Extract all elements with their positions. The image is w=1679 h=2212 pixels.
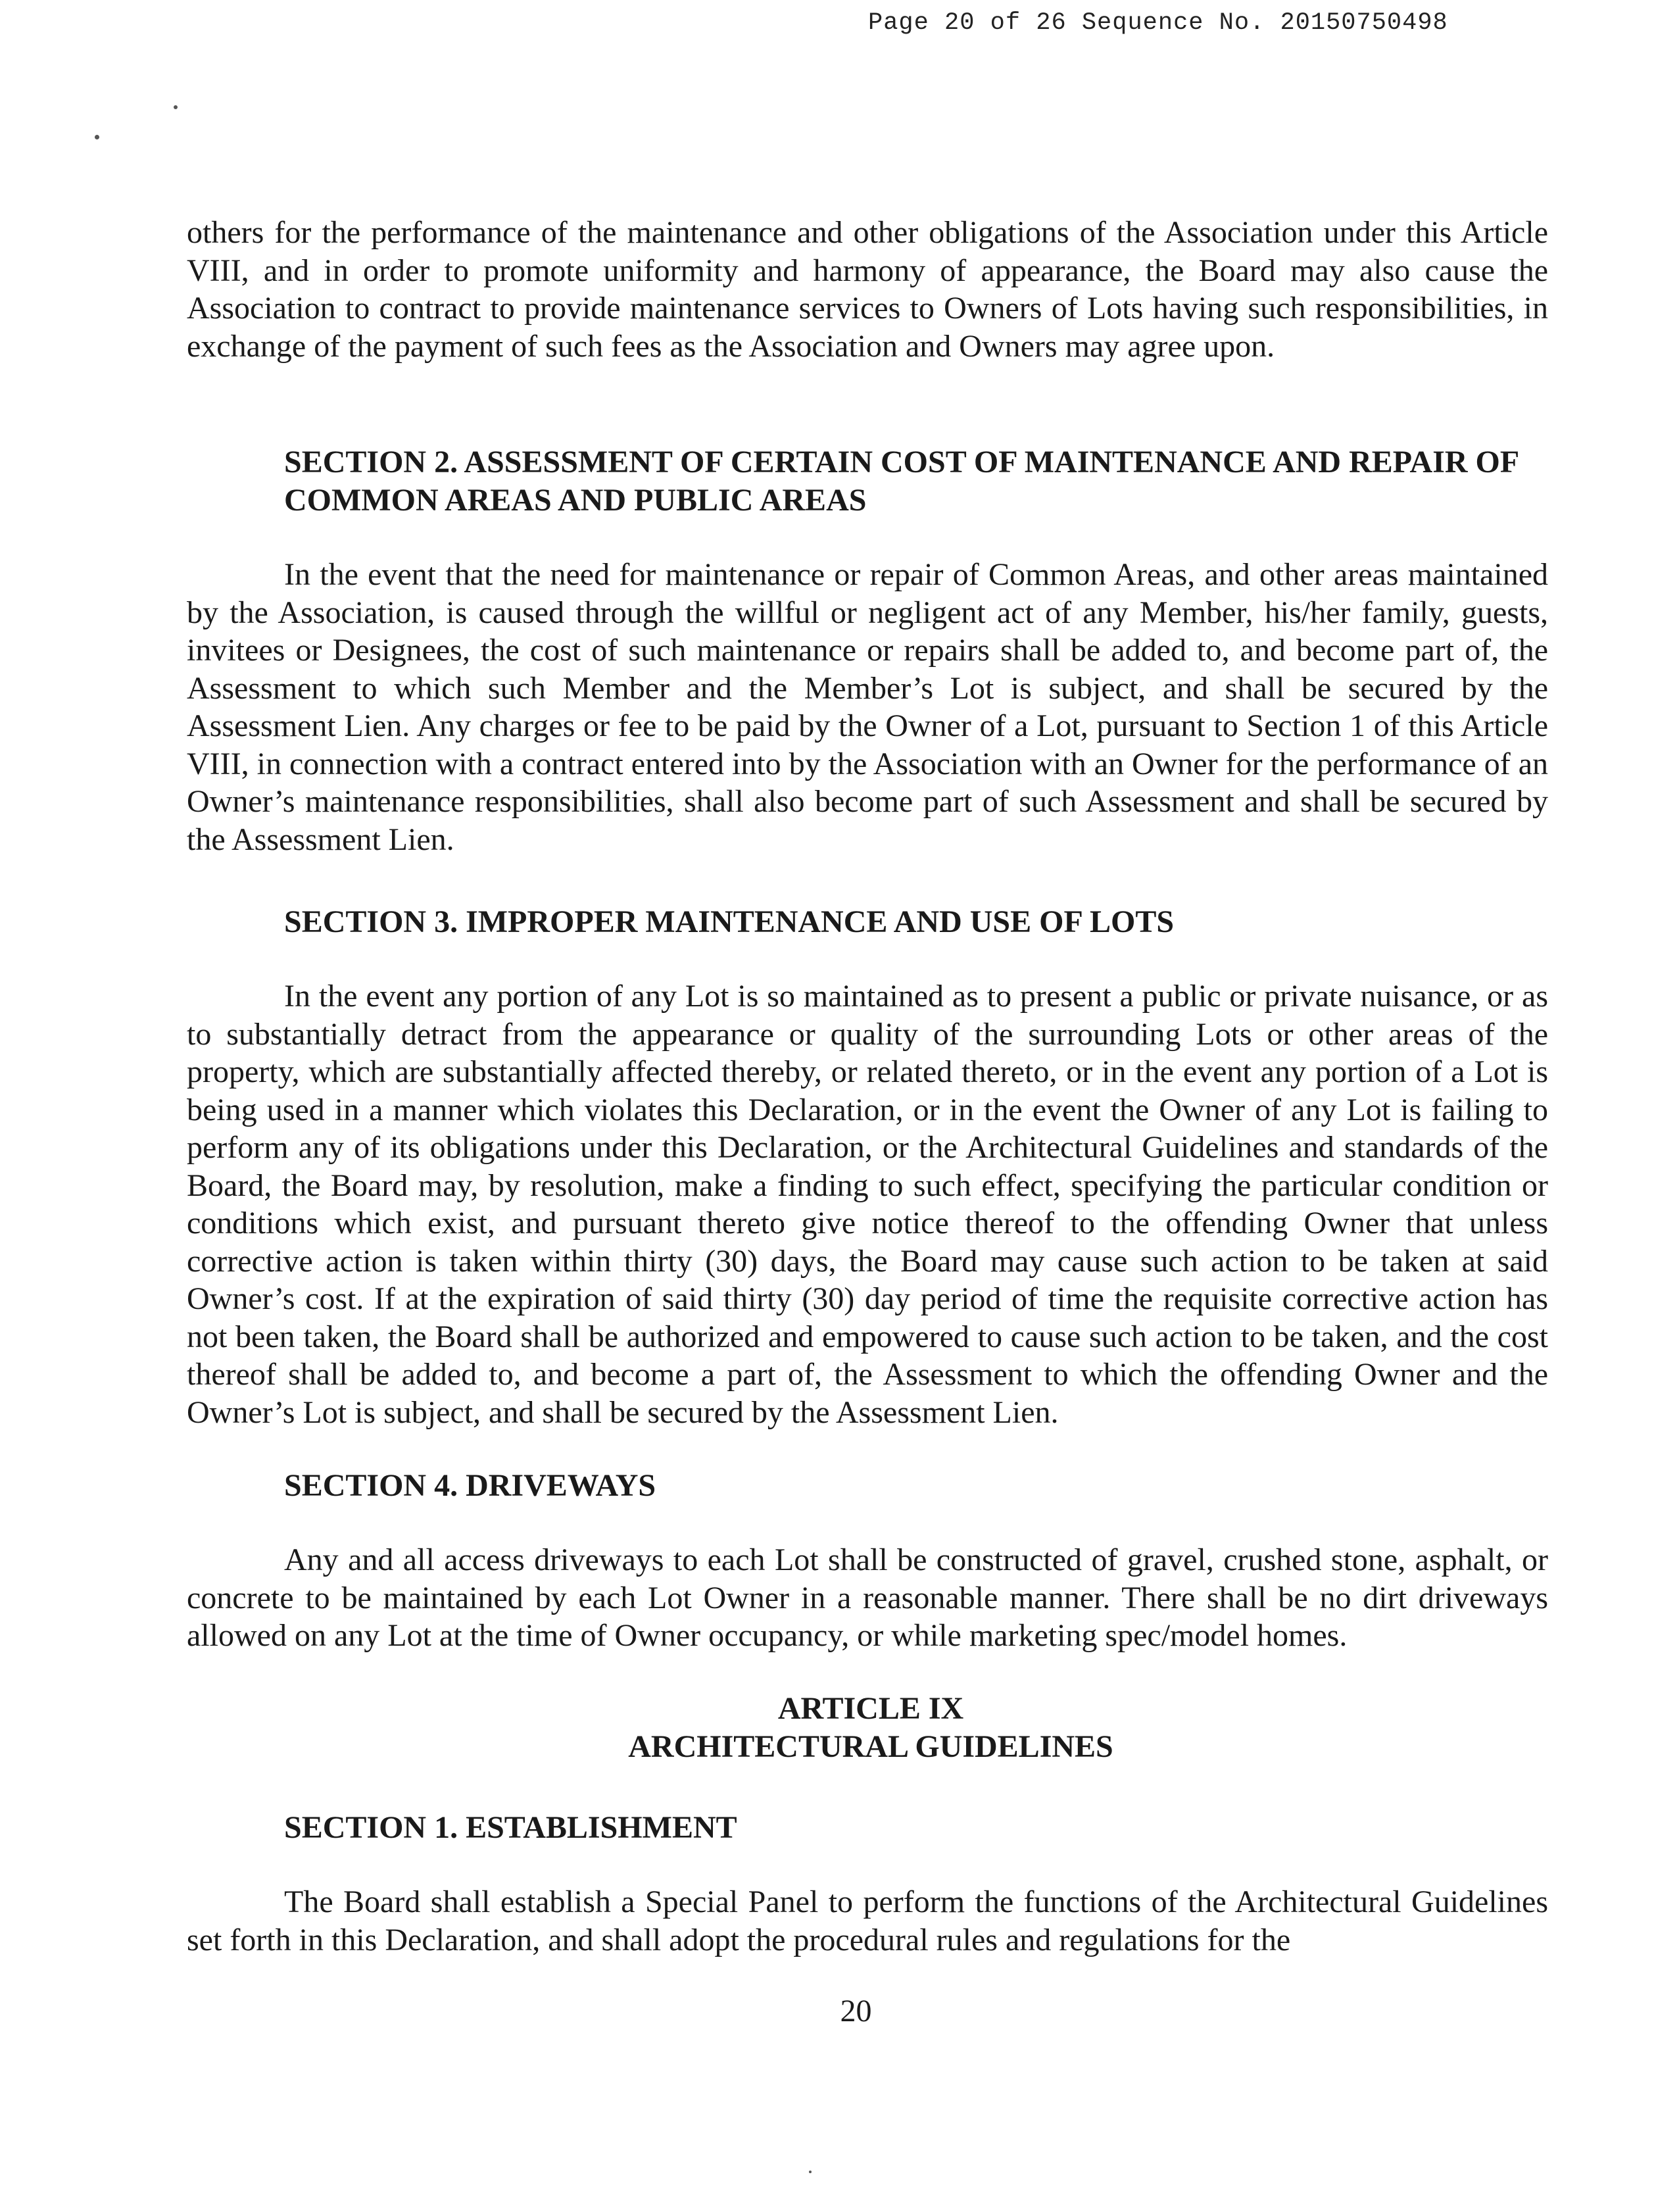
article-title: ARCHITECTURAL GUIDELINES bbox=[628, 1729, 1113, 1764]
article-9-section-1-heading: SECTION 1. ESTABLISHMENT bbox=[284, 1810, 737, 1845]
section-3-paragraph: In the event any portion of any Lot is so maintained as to present a public or private nuisance, or as to substantially detract from the appearance or quality of the surrounding Lots or other areas of the property, which are substantially affected thereby, or related thereto, or in the event any portion of a Lot is being used in a manner which violates this Declaration, or in the event the Owner of any Lot is failing to perform any of its obligations under this Declaration, or the Architectural Guidelines and standards of the Board, the Board may, by resolution, make a finding to such effect, specifying the particular condition or conditions which exist, and pursuant thereto give notice thereof to the offending Owner that unless corrective action is taken within thirty (30) days, the Board may cause such action to be taken at said Owner’s cost. If at the expiration of said thirty (30) day period of time the requisite corrective action has not been taken, the Board shall be authorized and empowered to cause such action to be taken, and the cost thereof shall be added to, and become a part of, the Assessment to which the offending Owner and the Owner’s Lot is subject, and shall be secured by the Assessment Lien. bbox=[187, 979, 1548, 1430]
scan-speck bbox=[95, 135, 99, 139]
continuation-paragraph: others for the performance of the maintenance and other obligations of the Association under this Article VIII, and in order to promote uniformity and harmony of appearance, the Board may also cause the Association to contract to provide maintenance services to Owners of Lots having such responsibilities, in exchange of the payment of such fees as the Association and Owners may agree upon. bbox=[187, 215, 1548, 364]
section-2-heading: SECTION 2. ASSESSMENT OF CERTAIN COST OF MAINTENANCE AND REPAIR OF COMMON AREAS AND PUBLIC AREAS bbox=[284, 445, 1519, 518]
scan-speck bbox=[809, 2171, 812, 2173]
article-9-section-1-paragraph: The Board shall establish a Special Panel to perform the functions of the Architectural Guidelines set forth in this Declaration, and shall adopt the procedural rules and regulations for the bbox=[187, 1884, 1548, 1957]
scan-speck bbox=[174, 105, 178, 109]
article-number: ARTICLE IX bbox=[777, 1691, 964, 1726]
section-2-paragraph: In the event that the need for maintenance or repair of Common Areas, and other areas maintained by the Association, is caused through the willful or negligent act of any Member, his/her family, guests, invitees or Designees, the cost of such maintenance or repairs shall be added to, and become part of, the Assessment to which such Member and the Member’s Lot is subject, and shall be secured by the Assessment Lien. Any charges or fee to be paid by the Owner of a Lot, pursuant to Section 1 of this Article VIII, in connection with a contract entered into by the Association with an Owner for the performance of an Owner’s maintenance responsibilities, shall also become part of such Assessment and shall be secured by the Assessment Lien. bbox=[187, 557, 1548, 857]
page-number: 20 bbox=[840, 1994, 872, 2028]
section-3-heading: SECTION 3. IMPROPER MAINTENANCE AND USE OF LOTS bbox=[284, 904, 1175, 939]
section-4-paragraph: Any and all access driveways to each Lot shall be constructed of gravel, crushed stone, asphalt, or concrete to be maintained by each Lot Owner in a reasonable manner. There shall be no dirt driveways allowed on any Lot at the time of Owner occupancy, or while marketing spec/model homes. bbox=[187, 1542, 1548, 1653]
fax-header-line: Page 20 of 26 Sequence No. 20150750498 bbox=[868, 9, 1448, 37]
section-4-heading: SECTION 4. DRIVEWAYS bbox=[284, 1468, 656, 1503]
article-heading bbox=[0, 1690, 1679, 1766]
